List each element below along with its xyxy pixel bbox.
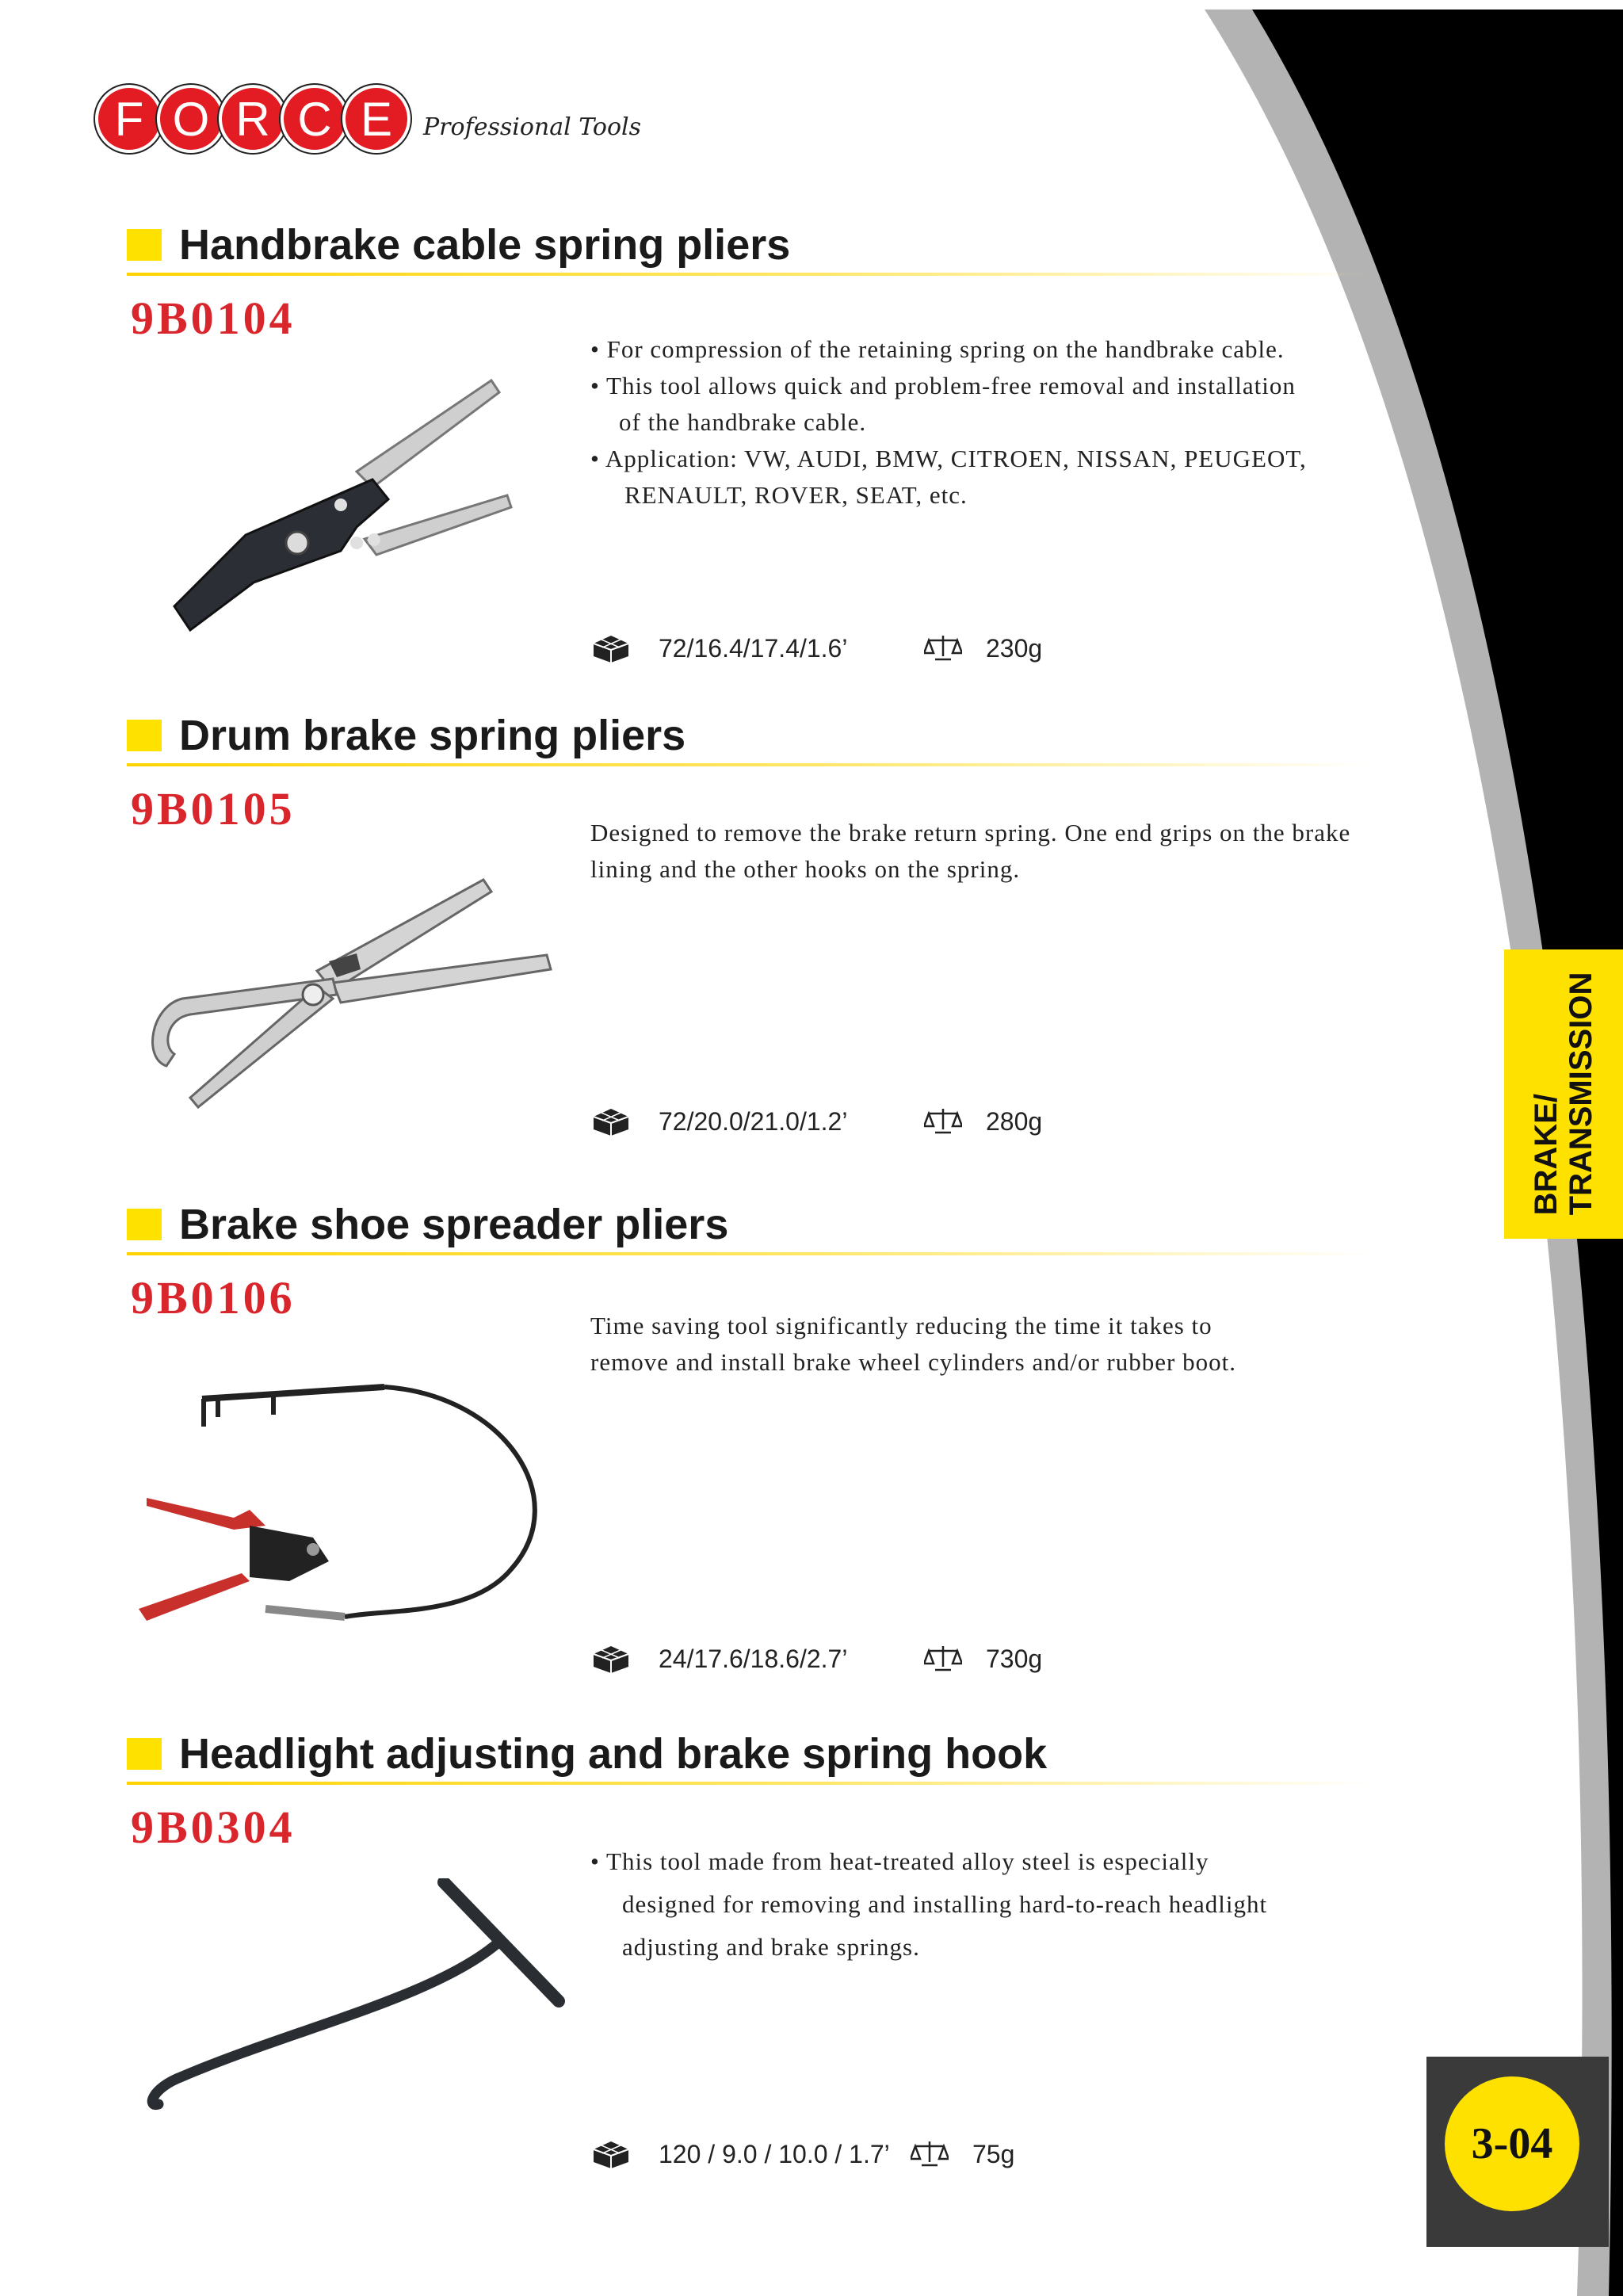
logo-letter-f: F	[95, 85, 163, 153]
product-meta-row	[590, 1106, 1042, 1137]
product-meta-row	[590, 2138, 1014, 2170]
page-number: 3-04	[1445, 2076, 1579, 2211]
description-line: • This tool made from heat-treated alloy steel is especially	[590, 1847, 1209, 1875]
description-line: RENAULT, ROVER, SEAT, etc.	[624, 481, 968, 509]
product-weight: 230g	[986, 633, 1043, 663]
weight-scale-icon	[924, 1106, 962, 1137]
product-weight: 280g	[986, 1106, 1043, 1136]
description-line: • For compression of the retaining spring on the handbrake cable.	[590, 335, 1285, 363]
description-line: Time saving tool significantly reducing the time it takes to	[590, 1312, 1212, 1339]
product-weight: 75g	[972, 2139, 1015, 2168]
product-code: 9B0106	[131, 1272, 296, 1324]
packaging-box-icon	[590, 1106, 632, 1137]
handbrake-pliers-image	[151, 369, 523, 638]
product-description	[590, 1308, 1236, 1381]
product-code: 9B0104	[131, 292, 296, 344]
product-description	[590, 1840, 1267, 1969]
category-line-2: TRANSMISSION	[1564, 972, 1598, 1216]
product-description	[590, 331, 1307, 514]
weight-scale-icon	[924, 1643, 962, 1675]
logo-letter-c: C	[281, 85, 349, 153]
product-meta-row	[590, 1643, 1042, 1675]
product-code: 9B0304	[131, 1801, 296, 1853]
product-title-row	[127, 711, 685, 760]
brake-shoe-spreader-image	[131, 1379, 567, 1648]
product-description	[590, 815, 1350, 888]
packaging-box-icon	[590, 1643, 632, 1675]
product-title: Handbrake cable spring pliers	[179, 221, 791, 269]
product-title: Drum brake spring pliers	[179, 712, 686, 759]
title-underline	[127, 1782, 1371, 1785]
product-title: Headlight adjusting and brake spring hook	[179, 1730, 1048, 1778]
drum-brake-pliers-image	[135, 876, 563, 1114]
packaging-box-icon	[590, 2138, 632, 2170]
logo-letter-e: E	[342, 85, 411, 153]
product-weight: 730g	[986, 1644, 1043, 1673]
title-underline	[127, 763, 1371, 766]
weight-scale-icon	[911, 2138, 949, 2170]
packaging-dimensions: 120 / 9.0 / 10.0 / 1.7’	[659, 2139, 890, 2168]
description-line: adjusting and brake springs.	[622, 1933, 920, 1961]
spring-hook-image	[135, 1878, 571, 2116]
logo-tagline: Professional Tools	[423, 113, 642, 141]
description-line: Designed to remove the brake return spring. One end grips on the brake	[590, 819, 1351, 846]
packaging-dimensions: 72/20.0/21.0/1.2’	[659, 1106, 848, 1136]
packaging-dimensions: 72/16.4/17.4/1.6’	[659, 633, 848, 663]
weight-scale-icon	[924, 632, 962, 664]
product-title-row	[127, 1729, 1047, 1778]
packaging-box-icon	[590, 632, 632, 664]
description-line: lining and the other hooks on the spring.	[590, 855, 1021, 883]
title-marker-square	[127, 229, 162, 261]
title-underline	[127, 273, 1371, 276]
description-line: of the handbrake cable.	[619, 408, 867, 436]
logo-letter-r: R	[219, 85, 287, 153]
product-code: 9B0105	[131, 783, 296, 835]
category-line-1: BRAKE/	[1529, 1094, 1564, 1216]
product-title: Brake shoe spreader pliers	[179, 1201, 729, 1248]
title-marker-square	[127, 1738, 162, 1770]
packaging-dimensions: 24/17.6/18.6/2.7’	[659, 1644, 848, 1673]
brand-logo	[95, 79, 641, 159]
product-meta-row	[590, 632, 1042, 664]
description-line: • This tool allows quick and problem-free removal and installation	[590, 372, 1296, 399]
title-marker-square	[127, 720, 162, 751]
description-line: • Application: VW, AUDI, BMW, CITROEN, NISSAN, PEUGEOT,	[590, 445, 1307, 472]
title-underline	[127, 1252, 1371, 1255]
description-line: remove and install brake wheel cylinders and/or rubber boot.	[590, 1348, 1236, 1376]
category-side-tab-label	[1529, 972, 1598, 1216]
description-line: designed for removing and installing hard-to-reach headlight	[622, 1890, 1268, 1918]
title-marker-square	[127, 1209, 162, 1240]
product-title-row	[127, 220, 790, 269]
logo-letter-o: O	[157, 85, 225, 153]
product-title-row	[127, 1200, 728, 1249]
